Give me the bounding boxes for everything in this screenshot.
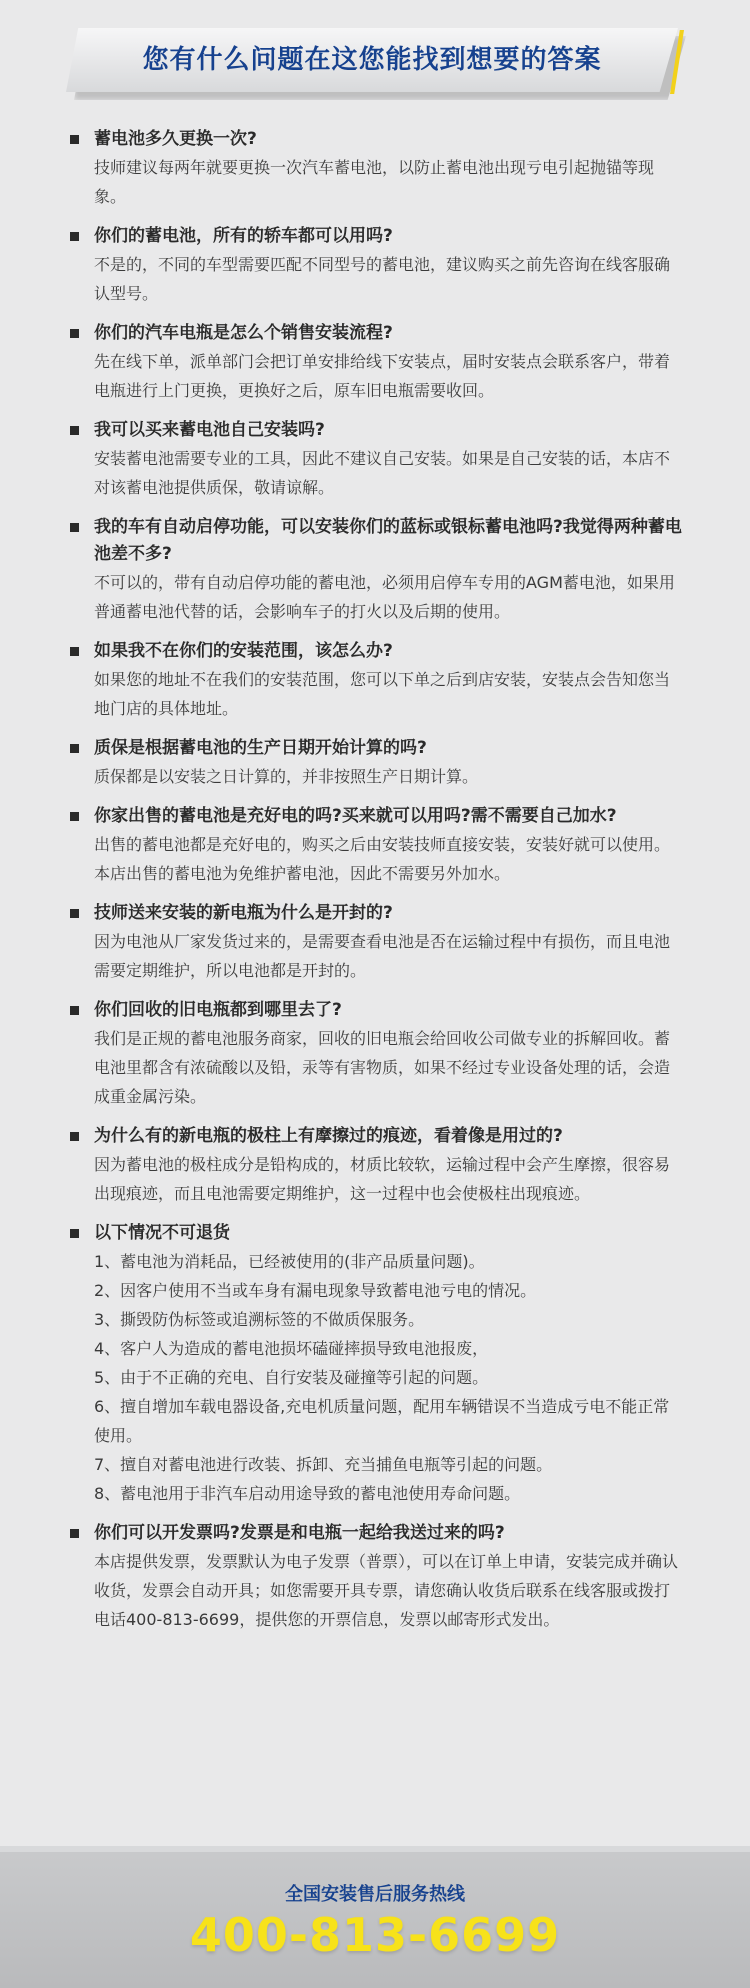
hotline-label: 全国安装售后服务热线 xyxy=(285,1884,465,1905)
faq-question xyxy=(68,417,683,444)
page-title: 您有什么问题在这您能找到想要的答案 xyxy=(142,45,602,75)
faq-question-text: 我可以买来蓄电池自己安装吗? xyxy=(94,420,325,440)
faq-question-text: 你们的汽车电瓶是怎么个销售安装流程? xyxy=(94,323,393,343)
no-return-item: 1、蓄电池为消耗品，已经被使用的(非产品质量问题)。 xyxy=(94,1252,485,1271)
no-return-title xyxy=(68,1220,683,1247)
faq-question xyxy=(68,1520,683,1547)
no-return-item: 4、客户人为造成的蓄电池损坏磕碰摔损导致电池报废， xyxy=(94,1339,489,1358)
square-bullet-icon xyxy=(70,744,79,753)
faq-item xyxy=(68,223,683,308)
faq-question xyxy=(68,514,683,568)
faq-item xyxy=(68,638,683,723)
faq-question xyxy=(68,320,683,347)
faq-item-invoice xyxy=(68,1520,683,1634)
faq-answer: 因为蓄电池的极柱成分是铅构成的，材质比较软，运输过程中会产生摩擦，很容易出现痕迹，而且电池需要定期维护，这一过程中也会使极柱出现痕迹。 xyxy=(94,1155,671,1203)
faq-item xyxy=(68,417,683,502)
square-bullet-icon xyxy=(70,909,79,918)
faq-question-text: 你们的蓄电池，所有的轿车都可以用吗? xyxy=(94,226,393,246)
faq-question xyxy=(68,735,683,762)
square-bullet-icon xyxy=(70,135,79,144)
faq-item xyxy=(68,320,683,405)
faq-answer: 先在线下单，派单部门会把订单安排给线下安装点，届时安装点会联系客户，带着电瓶进行上门更换，更换好之后，原车旧电瓶需要收回。 xyxy=(94,352,671,400)
square-bullet-icon xyxy=(70,232,79,241)
faq-item xyxy=(68,900,683,985)
faq-item xyxy=(68,1123,683,1208)
faq-item xyxy=(68,126,683,211)
no-return-section xyxy=(68,1220,683,1508)
faq-answer: 不是的，不同的车型需要匹配不同型号的蓄电池，建议购买之前先咨询在线客服确认型号。 xyxy=(94,255,671,303)
faq-list xyxy=(68,126,683,1646)
square-bullet-icon xyxy=(70,1132,79,1141)
no-return-title-text: 以下情况不可退货 xyxy=(94,1223,230,1243)
no-return-item: 8、蓄电池用于非汽车启动用途导致的蓄电池使用寿命问题。 xyxy=(94,1484,521,1503)
faq-answer: 本店提供发票，发票默认为电子发票（普票），可以在订单上申请，安装完成并确认收货，发票会自动开具；如您需要开具专票，请您确认收货后联系在线客服或拨打电话400-813-6699，提供您的开票信息，发票以邮寄形式发出。 xyxy=(94,1552,679,1629)
no-return-item: 7、擅自对蓄电池进行改装、拆卸、充当捕鱼电瓶等引起的问题。 xyxy=(94,1455,553,1474)
faq-question xyxy=(68,900,683,927)
faq-question xyxy=(68,803,683,830)
no-return-item: 2、因客户使用不当或车身有漏电现象导致蓄电池亏电的情况。 xyxy=(94,1281,537,1300)
faq-question-text: 质保是根据蓄电池的生产日期开始计算的吗? xyxy=(94,738,427,758)
square-bullet-icon xyxy=(70,812,79,821)
square-bullet-icon xyxy=(70,1229,79,1238)
faq-item xyxy=(68,514,683,626)
faq-answer: 质保都是以安装之日计算的，并非按照生产日期计算。 xyxy=(94,767,479,786)
hotline-footer xyxy=(0,1846,750,1988)
faq-question xyxy=(68,638,683,665)
faq-item xyxy=(68,803,683,888)
faq-answer: 因为电池从厂家发货过来的，是需要查看电池是否在运输过程中有损伤，而且电池需要定期维护，所以电池都是开封的。 xyxy=(94,932,671,980)
faq-question xyxy=(68,997,683,1024)
square-bullet-icon xyxy=(70,1006,79,1015)
faq-question-text: 为什么有的新电瓶的极柱上有摩擦过的痕迹，看着像是用过的? xyxy=(94,1126,563,1146)
faq-question xyxy=(68,1123,683,1150)
faq-question-text: 你们可以开发票吗?发票是和电瓶一起给我送过来的吗? xyxy=(94,1523,505,1543)
header-banner xyxy=(66,28,686,94)
faq-question-text: 我的车有自动启停功能，可以安装你们的蓝标或银标蓄电池吗?我觉得两种蓄电池差不多? xyxy=(94,517,682,564)
faq-answer: 如果您的地址不在我们的安装范围，您可以下单之后到店安装，安装点会告知您当地门店的具体地址。 xyxy=(94,670,671,718)
square-bullet-icon xyxy=(70,426,79,435)
square-bullet-icon xyxy=(70,1529,79,1538)
faq-question xyxy=(68,223,683,250)
faq-answer: 技师建议每两年就要更换一次汽车蓄电池，以防止蓄电池出现亏电引起抛锚等现象。 xyxy=(94,158,655,206)
no-return-item: 5、由于不正确的充电、自行安装及碰撞等引起的问题。 xyxy=(94,1368,489,1387)
no-return-item: 6、擅自增加车载电器设备,充电机质量问题，配用车辆错误不当造成亏电不能正常使用。 xyxy=(94,1397,670,1445)
faq-question-text: 如果我不在你们的安装范围，该怎么办? xyxy=(94,641,393,661)
faq-item xyxy=(68,735,683,791)
faq-question-text: 蓄电池多久更换一次? xyxy=(94,129,257,149)
square-bullet-icon xyxy=(70,329,79,338)
faq-question xyxy=(68,126,683,153)
faq-answer: 不可以的，带有自动启停功能的蓄电池，必须用启停车专用的AGM蓄电池，如果用普通蓄电池代替的话，会影响车子的打火以及后期的使用。 xyxy=(94,573,675,621)
faq-question-text: 你家出售的蓄电池是充好电的吗?买来就可以用吗?需不需要自己加水? xyxy=(94,806,617,826)
faq-answer: 安装蓄电池需要专业的工具，因此不建议自己安装。如果是自己安装的话，本店不对该蓄电池提供质保，敬请谅解。 xyxy=(94,449,671,497)
faq-question-text: 技师送来安装的新电瓶为什么是开封的? xyxy=(94,903,393,923)
faq-answer: 出售的蓄电池都是充好电的，购买之后由安装技师直接安装，安装好就可以使用。本店出售的蓄电池为免维护蓄电池，因此不需要另外加水。 xyxy=(94,835,671,883)
faq-item xyxy=(68,997,683,1111)
faq-answer: 我们是正规的蓄电池服务商家，回收的旧电瓶会给回收公司做专业的拆解回收。蓄电池里都含有浓硫酸以及铅，汞等有害物质，如果不经过专业设备处理的话，会造成重金属污染。 xyxy=(94,1029,671,1106)
square-bullet-icon xyxy=(70,647,79,656)
square-bullet-icon xyxy=(70,523,79,532)
no-return-item: 3、撕毁防伪标签或追溯标签的不做质保服务。 xyxy=(94,1310,425,1329)
faq-question-text: 你们回收的旧电瓶都到哪里去了? xyxy=(94,1000,342,1020)
hotline-phone-number[interactable]: 400-813-6699 xyxy=(189,1908,561,1962)
